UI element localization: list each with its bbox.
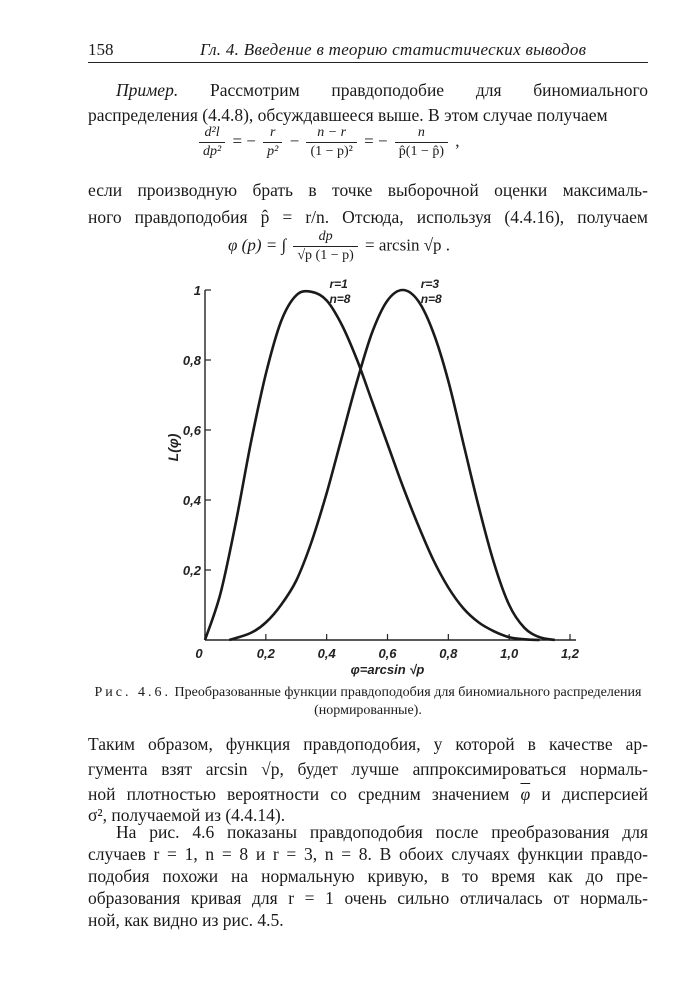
caption-text: Преобразованные функции правдоподобия для биномиального распределения (нормированные). (174, 685, 642, 718)
intro-paragraph (88, 78, 648, 128)
eq1-t1-num: r (263, 124, 282, 143)
series-label-r: r=1 (329, 277, 348, 291)
y-tick-label: 0,6 (182, 423, 201, 438)
curve-r1-n8 (205, 291, 540, 640)
y-tick-label: 0,2 (182, 563, 201, 578)
x-tick-label: 1,0 (500, 646, 519, 661)
para4-line5: ной, как видно из рис. 4.5. (88, 910, 284, 930)
curve-r3-n8 (229, 290, 554, 640)
figure-caption (88, 684, 648, 720)
running-title: Гл. 4. Введение в теорию статистических выводов (200, 40, 587, 59)
para3-line1: Таким образом, функция правдоподобия, у которой в качестве ар- (88, 734, 648, 754)
series-label-r: r=3 (420, 277, 440, 291)
eq2-lhs: φ (p) = ∫ (228, 235, 287, 255)
chart-labels (165, 277, 580, 677)
equation-second-derivative: $\frac{\text{d²l}}{\text{dp²}}$ = − $\frac{r}{\text{p²}}$ − $\frac{n - r}{\text{(1 − p)²}}$ = − $\frac{n}{p̂(1 - p̂)}$ , (196, 124, 596, 174)
example-label: Пример. (116, 80, 179, 100)
para3-line3-a: ной плотностью вероятности со средним значением (88, 784, 510, 804)
eq1-t2-den: (1 − p)² (310, 144, 353, 159)
eq2-rhs: = arcsin √p . (365, 235, 451, 255)
caption-label: Рис. 4.6. (94, 685, 172, 700)
intro-text: Рассмотрим правдоподобие для биномиального распределения (4.4.8), обсуждавшееся выше. В этом случае получаем (88, 80, 649, 125)
para4-line2: случаев r = 1, n = 8 и r = 3, n = 8. В обоих случаях функции правдо- (88, 844, 648, 864)
para4-line4: образования кривая для r = 1 очень сильно отличалась от нормаль- (88, 888, 648, 908)
x-tick-label: 0,2 (256, 646, 275, 661)
x-tick-label: 0 (195, 646, 203, 661)
page-header (88, 38, 648, 63)
likelihood-chart (150, 275, 610, 685)
eq2-den: √p (1 − p) (297, 248, 354, 263)
para4-line3: подобия похожи на нормальную кривую, в то время как до пре- (88, 866, 648, 886)
page-number: 158 (88, 40, 114, 59)
x-tick-label: 1,2 (560, 646, 580, 661)
phi-mean: $\overline{\varphi}$ (520, 784, 531, 804)
y-tick-label: 0,4 (182, 493, 201, 508)
x-tick-label: 0,6 (378, 646, 397, 661)
eq2-num: dp (293, 228, 357, 247)
para3-line2: гумента взят arcsin √p, будет лучше аппроксимироваться нормаль- (88, 759, 648, 779)
para2-line2: ного правдоподобия p̂ = r/n. Отсюда, используя (4.4.16), получаем (88, 207, 648, 227)
x-tick-label: 0,8 (439, 646, 458, 661)
y-tick-label: 1 (193, 283, 201, 298)
eq1-t3-den: p̂(1 − p̂) (398, 144, 445, 159)
series-label-n: n=8 (329, 292, 351, 306)
y-axis-label: L(φ) (165, 433, 181, 462)
eq1-t1-den: p² (267, 144, 279, 159)
para4-line1: На рис. 4.6 показаны правдоподобия после преобразования для (116, 822, 648, 842)
eq1-t2-num: n − r (306, 124, 356, 143)
x-tick-label: 0,4 (317, 646, 336, 661)
x-axis-label: φ=arcsin √p (350, 662, 425, 677)
chart-curves (205, 290, 555, 640)
chart-axes (205, 290, 576, 640)
eq1-lhs-den: dp² (203, 144, 222, 159)
series-label-n: n=8 (420, 292, 442, 306)
eq1-t3-num: n (395, 124, 448, 143)
y-tick-label: 0,8 (182, 353, 201, 368)
para3-line4: σ², получаемой из (4.4.14). (88, 805, 286, 825)
eq1-lhs-num: d²l (199, 124, 225, 143)
para3-line3-b: и дисперсией (541, 784, 648, 804)
equation-phi (228, 228, 558, 272)
para2-line1: если производную брать в точке выборочной оценки максималь- (88, 180, 648, 200)
